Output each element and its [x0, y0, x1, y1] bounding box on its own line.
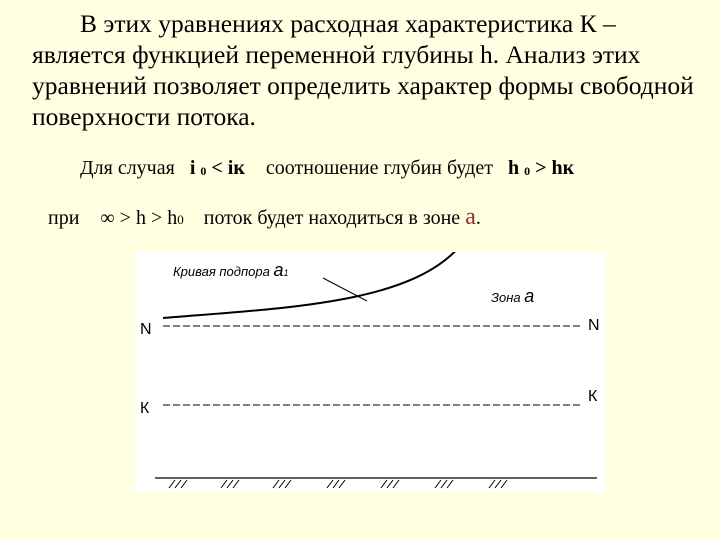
range-line	[48, 204, 481, 231]
range-h0-subscript: 0	[177, 212, 184, 227]
condition-line	[80, 157, 574, 180]
curve-label-text: Кривая подпора	[173, 264, 270, 279]
critical-depth: hк	[551, 157, 575, 179]
critical-slope: iк	[227, 157, 245, 179]
range-gt-2: >	[150, 207, 163, 229]
depth-h: h	[507, 157, 520, 179]
k-right-label: К	[588, 388, 598, 405]
zone-label-text: Зона	[491, 290, 521, 305]
n-right-label: N	[588, 317, 600, 334]
intro-paragraph	[32, 8, 712, 132]
range-h0: h	[167, 207, 178, 229]
range-period: .	[475, 207, 481, 229]
zone-label	[491, 286, 534, 307]
less-than-sign: <	[211, 157, 223, 179]
condition-lead: Для случая	[80, 157, 175, 179]
curve-index: 1	[283, 268, 289, 278]
zone-letter: а	[465, 204, 476, 230]
range-text: поток будет находиться в зоне	[203, 207, 461, 229]
range-lead: при	[48, 207, 80, 229]
bed-hatching	[169, 480, 507, 488]
infinity-symbol: ∞	[100, 207, 115, 229]
depth-h-subscript: 0	[524, 164, 531, 178]
relation-text: соотношение глубин будет	[265, 157, 493, 179]
intro-text: В этих уравнениях расходная характеристика К – является функцией переменной глубины h. Анализ этих уравнений позволяет определить характер формы свободной поверхности потока.	[32, 9, 694, 131]
greater-than-sign: >	[535, 157, 547, 179]
diagram-canvas	[135, 252, 605, 492]
n-left-label: N	[140, 321, 152, 338]
range-gt-1: >	[119, 207, 131, 229]
curve-label	[173, 260, 288, 281]
slope-i-subscript: 0	[200, 164, 207, 178]
backwater-diagram	[135, 252, 605, 492]
curve-symbol: а	[273, 260, 284, 280]
k-left-label: К	[140, 400, 150, 417]
slope-i: i	[189, 157, 196, 179]
curve-leader-line	[323, 278, 367, 301]
zone-symbol: а	[524, 286, 535, 306]
range-h: h	[135, 207, 146, 229]
